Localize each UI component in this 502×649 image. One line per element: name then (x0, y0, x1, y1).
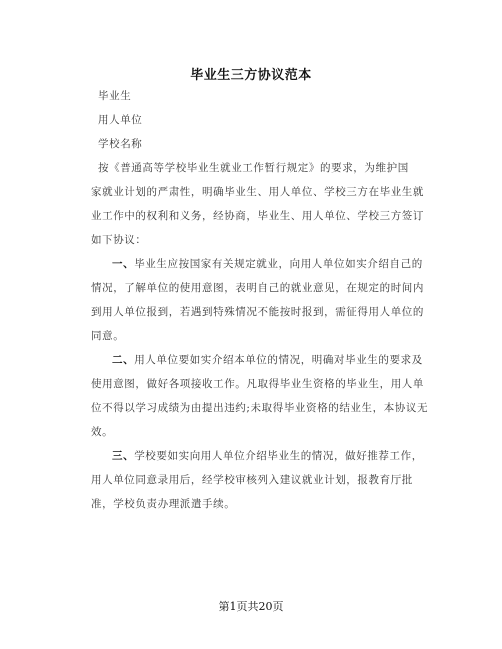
clause-number: 二、 (112, 354, 135, 366)
intro-line: 如下协议： (91, 234, 147, 246)
clause-line: 使用意图，做好各项接收工作。凡取得毕业生资格的毕业生，用人单 (91, 378, 424, 390)
clause-line (91, 444, 423, 468)
clause-number: 一、 (112, 258, 135, 270)
clause-text: 用人单位要如实介绍本单位的情况，明确对毕业生的要求及 (134, 354, 423, 366)
document-body (91, 84, 429, 516)
document-title: 毕业生三方协议范本 (190, 68, 312, 83)
field-graduate: 毕业生 (98, 90, 132, 102)
page-number: 第1页共20页 (218, 600, 284, 613)
clause-text: 学校要如实向用人单位介绍毕业生的情况，做好推荐工作， (134, 450, 423, 462)
clause-line: 准，学校负责办理派遣手续。 (91, 498, 236, 510)
clause-line (91, 252, 423, 276)
intro-line: 业工作中的权利和义务，经协商，毕业生、用人单位、学校三方签订 (91, 210, 424, 222)
clause-number: 三、 (112, 450, 135, 462)
clause-3 (91, 444, 423, 516)
field-school-name: 学校名称 (98, 138, 143, 150)
clause-line: 效。 (91, 426, 114, 438)
intro-paragraph (91, 156, 424, 252)
clause-line: 情况，了解单位的使用意图，表明自己的就业意见，在规定的时间内 (91, 282, 424, 294)
clause-2 (91, 348, 429, 444)
clause-1 (91, 252, 424, 348)
clause-line: 同意。 (91, 330, 125, 342)
intro-line: 按《普通高等学校毕业生就业工作暂行规定》的要求，为维护国 (98, 162, 409, 174)
field-employer: 用人单位 (98, 114, 143, 126)
clause-text: 毕业生应按国家有关规定就业，向用人单位如实介绍自己的 (134, 258, 423, 270)
intro-line: 家就业计划的严肃性，明确毕业生、用人单位、学校三方在毕业生就 (91, 186, 424, 198)
clause-line (91, 348, 423, 372)
clause-line: 到用人单位报到，若遇到特殊情况不能按时报到，需征得用人单位的 (91, 306, 424, 318)
clause-line: 用人单位同意录用后，经学校审核列入建议就业计划，报教育厅批 (91, 474, 413, 486)
clause-line: 位不得以学习成绩为由提出违约;未取得毕业资格的结业生，本协议无 (91, 402, 429, 414)
